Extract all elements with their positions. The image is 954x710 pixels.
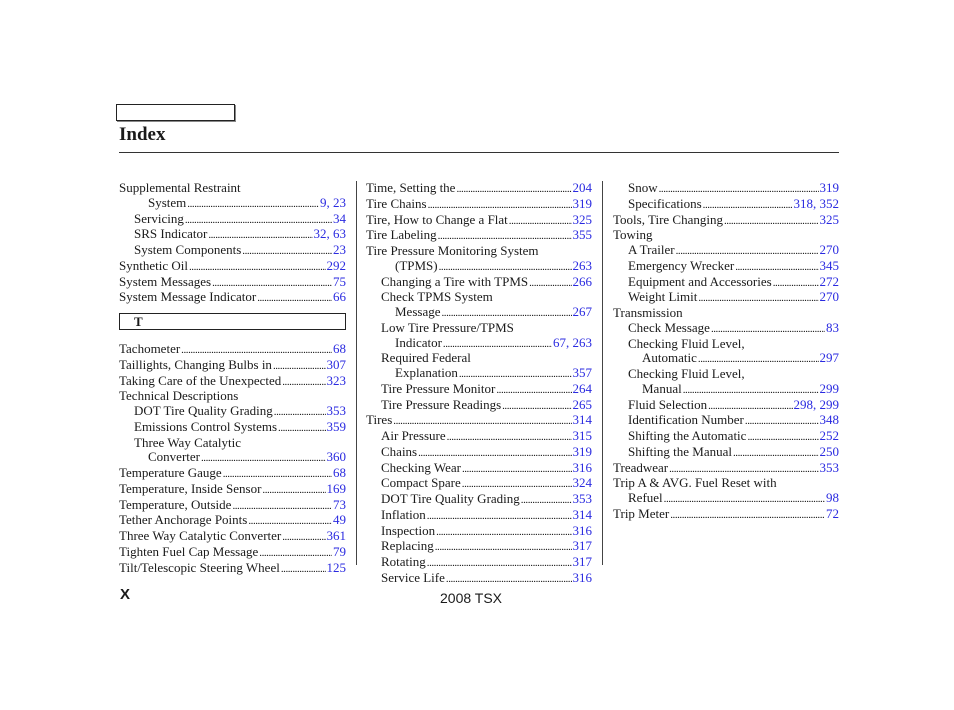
entry-label: Tire Chains <box>366 195 427 211</box>
footer-model: 2008 TSX <box>440 590 503 606</box>
leader-dots <box>446 572 572 587</box>
index-entry <box>119 545 346 561</box>
leader-dots <box>262 483 325 498</box>
page-reference-link[interactable]: 307 <box>326 356 346 372</box>
index-entry <box>366 571 592 587</box>
page-reference-link[interactable]: 169 <box>326 480 346 496</box>
entry-label: Replacing <box>381 538 434 554</box>
index-tab-box <box>116 104 235 121</box>
entry-label: Tire Pressure Monitor <box>381 380 496 396</box>
page-reference-link[interactable]: 348 <box>819 412 839 428</box>
page-reference-link[interactable]: 353 <box>326 403 346 418</box>
leader-dots <box>223 467 332 482</box>
index-entry <box>613 213 839 229</box>
page-reference-link[interactable]: 325 <box>572 211 592 227</box>
leader-dots <box>181 343 332 358</box>
index-entry <box>366 275 592 291</box>
index-entry <box>613 461 839 477</box>
index-column-2 <box>366 181 592 587</box>
index-entry <box>613 429 839 445</box>
index-entry <box>613 413 839 429</box>
leader-dots <box>502 399 571 414</box>
index-entry <box>366 181 592 197</box>
index-entry <box>119 290 346 306</box>
page-reference-link[interactable]: 355 <box>572 227 592 243</box>
leader-dots <box>676 244 819 259</box>
entry-label: Inflation <box>381 506 426 522</box>
index-heading: Three Way Catalytic <box>134 434 242 450</box>
index-heading: Towing <box>613 227 653 243</box>
entry-label: Inspection <box>381 522 436 538</box>
leader-dots <box>733 446 819 461</box>
entry-label: Indicator <box>395 334 442 350</box>
page-reference-link[interactable]: 361 <box>326 528 346 543</box>
page-reference-link[interactable]: 297 <box>819 350 839 366</box>
leader-dots <box>274 405 326 420</box>
index-entry <box>366 539 592 555</box>
entry-label: Taking Care of the Unexpected <box>119 372 282 388</box>
leader-dots <box>438 229 572 244</box>
index-entry <box>366 492 592 508</box>
index-entry <box>119 466 346 482</box>
page-reference-link[interactable]: 252 <box>819 428 839 443</box>
entry-label: Tilt/Telescopic Steering Wheel <box>119 559 280 575</box>
page-reference-link[interactable]: 318, 352 <box>793 195 839 211</box>
page-reference-link[interactable]: 34 <box>333 210 346 226</box>
index-entry <box>613 351 839 367</box>
leader-dots <box>509 214 572 229</box>
leader-dots <box>259 546 332 561</box>
entry-label: Three Way Catalytic Converter <box>119 528 282 543</box>
entry-label: Tire Labeling <box>366 227 437 243</box>
index-heading: Check TPMS System <box>381 289 493 305</box>
index-column-1 <box>119 181 346 576</box>
index-entry <box>613 445 839 461</box>
page-reference-link[interactable]: 250 <box>819 443 839 459</box>
index-entry <box>613 491 839 507</box>
index-entry <box>119 275 346 291</box>
index-entry <box>366 259 592 275</box>
leader-dots <box>708 399 792 414</box>
entry-label: System Messages <box>119 273 212 289</box>
entry-label: SRS Indicator <box>134 226 208 242</box>
leader-dots <box>212 276 332 291</box>
entry-label: Temperature, Inside Sensor <box>119 480 262 496</box>
page-reference-link[interactable]: 353 <box>572 491 592 506</box>
leader-dots <box>724 214 819 229</box>
page-reference-link[interactable]: 204 <box>572 180 592 195</box>
page-reference-link[interactable]: 299 <box>819 380 839 396</box>
leader-dots <box>669 462 818 477</box>
entry-label: Tire, How to Change a Flat <box>366 211 508 227</box>
entry-label: Shifting the Automatic <box>628 428 747 443</box>
entry-label: Rotating <box>381 554 426 569</box>
entry-label: Snow <box>628 180 658 195</box>
page-reference-link[interactable]: 316 <box>572 569 592 585</box>
leader-dots <box>670 508 825 523</box>
entry-label: Specifications <box>628 195 702 211</box>
entry-label: Tachometer <box>119 341 181 356</box>
entry-label: Taillights, Changing Bulbs in <box>119 356 272 372</box>
entry-label: Message <box>395 304 441 319</box>
index-entry <box>613 398 839 414</box>
index-entry <box>366 461 592 477</box>
entry-label: Synthetic Oil <box>119 257 188 273</box>
leader-dots <box>278 421 325 436</box>
entry-label: Treadwear <box>613 459 669 475</box>
entry-label: Air Pressure <box>381 428 446 443</box>
page-reference-link[interactable]: 68 <box>333 465 346 480</box>
page-reference-link[interactable]: 265 <box>572 396 592 412</box>
leader-dots <box>443 337 552 352</box>
leader-dots <box>208 228 312 243</box>
index-entry <box>119 404 346 420</box>
entry-label: Emissions Control Systems <box>134 418 278 434</box>
index-entry <box>366 305 592 321</box>
entry-label: Temperature Gauge <box>119 465 222 480</box>
index-entry <box>119 420 346 436</box>
index-heading: Checking Fluid Level, <box>628 366 745 381</box>
index-heading: Supplemental Restraint <box>119 180 241 195</box>
entry-label: DOT Tire Quality Grading <box>134 403 273 418</box>
leader-dots <box>232 499 332 514</box>
entry-label: Shifting the Manual <box>628 443 732 459</box>
page-reference-link[interactable]: 9, 23 <box>320 194 346 210</box>
leader-dots <box>273 359 326 374</box>
entry-label: Check Message <box>628 319 710 335</box>
page-reference-link[interactable]: 319 <box>572 443 592 459</box>
page-reference-link[interactable]: 323 <box>326 372 346 388</box>
leader-dots <box>257 291 332 306</box>
page-reference-link[interactable]: 319 <box>819 180 839 195</box>
index-entry <box>366 508 592 524</box>
page-reference-link[interactable]: 66 <box>333 289 346 305</box>
column-divider-2 <box>602 181 603 565</box>
entry-label: Tether Anchorage Points <box>119 512 248 528</box>
page-reference-link[interactable]: 314 <box>572 506 592 522</box>
index-entry <box>366 429 592 445</box>
leader-dots <box>242 244 332 259</box>
leader-dots <box>773 276 819 291</box>
entry-label: Weight Limit <box>628 289 698 305</box>
leader-dots <box>447 430 572 445</box>
page-reference-link[interactable]: 360 <box>326 449 346 465</box>
index-entry <box>119 513 346 529</box>
title-rule <box>119 152 839 153</box>
page-reference-link[interactable]: 292 <box>326 257 346 273</box>
leader-dots <box>282 375 325 390</box>
leader-dots <box>436 525 571 540</box>
page-reference-link[interactable]: 267 <box>572 304 592 319</box>
page-reference-link[interactable]: 72 <box>826 505 839 521</box>
index-entry <box>613 275 839 291</box>
page-reference-link[interactable]: 316 <box>572 522 592 538</box>
page-reference-link[interactable]: 324 <box>572 475 592 491</box>
index-entry <box>366 197 592 213</box>
page-reference-link[interactable]: 353 <box>819 459 839 475</box>
index-entry <box>119 561 346 577</box>
leader-dots <box>664 492 825 507</box>
page-reference-link[interactable]: 270 <box>819 289 839 305</box>
page-reference-link[interactable]: 359 <box>326 418 346 434</box>
leader-dots <box>521 493 572 508</box>
index-entry <box>613 259 839 275</box>
index-entry <box>613 382 839 398</box>
entry-label: Refuel <box>628 490 663 505</box>
page-reference-link[interactable]: 266 <box>572 273 592 289</box>
leader-dots <box>529 276 571 291</box>
page-title: Index <box>119 124 166 145</box>
leader-dots <box>496 383 571 398</box>
entry-label: Manual <box>642 380 682 396</box>
section-letter-box: T <box>119 313 346 330</box>
index-entry <box>366 398 592 414</box>
entry-label: Changing a Tire with TPMS <box>381 273 529 289</box>
index-entry <box>613 321 839 337</box>
index-heading: Low Tire Pressure/TPMS <box>381 319 514 335</box>
index-entry <box>366 445 592 461</box>
leader-dots <box>459 367 572 382</box>
leader-dots <box>201 451 326 466</box>
index-heading: Tire Pressure Monitoring System <box>366 243 539 258</box>
leader-dots <box>439 260 572 275</box>
index-entry <box>366 413 592 429</box>
entry-label: DOT Tire Quality Grading <box>381 491 520 506</box>
leader-dots <box>435 540 572 555</box>
page-reference-link[interactable]: 32, 63 <box>313 226 346 242</box>
leader-dots <box>442 306 572 321</box>
index-entry <box>366 336 592 352</box>
column-divider-1 <box>356 181 357 565</box>
entry-label: Identification Number <box>628 412 744 428</box>
entry-label: System Components <box>134 242 242 257</box>
leader-dots <box>747 430 818 445</box>
entry-label: Chains <box>381 443 418 459</box>
page-reference-link[interactable]: 125 <box>326 559 346 575</box>
entry-label: Tires <box>366 412 393 428</box>
entry-label: Tighten Fuel Cap Message <box>119 543 259 559</box>
page-reference-link[interactable]: 272 <box>819 273 839 289</box>
leader-dots <box>187 197 319 212</box>
page-reference-link[interactable]: 315 <box>572 428 592 443</box>
index-heading: Required Federal <box>381 350 471 366</box>
index-entry <box>366 476 592 492</box>
index-entry <box>366 524 592 540</box>
leader-dots <box>428 198 572 213</box>
index-entry <box>119 212 346 228</box>
leader-dots <box>745 414 819 429</box>
page-reference-link[interactable]: 79 <box>333 543 346 559</box>
index-entry <box>119 450 346 466</box>
leader-dots <box>683 383 819 398</box>
entry-label: System <box>148 194 187 210</box>
entry-label: Fluid Selection <box>628 396 708 412</box>
leader-dots <box>427 509 572 524</box>
page-reference-link[interactable]: 263 <box>572 257 592 273</box>
leader-dots <box>735 260 818 275</box>
entry-label: (TPMS) <box>395 257 438 273</box>
entry-label: Compact Spare <box>381 475 461 491</box>
index-entry <box>119 227 346 243</box>
index-entry <box>613 181 839 197</box>
page-reference-link[interactable]: 317 <box>572 554 592 569</box>
page-reference-link[interactable]: 314 <box>572 412 592 428</box>
index-entry <box>366 555 592 571</box>
index-entry <box>366 366 592 382</box>
page-reference-link[interactable]: 49 <box>333 512 346 528</box>
page-reference-link[interactable]: 317 <box>572 538 592 554</box>
index-entry <box>119 482 346 498</box>
index-entry <box>366 213 592 229</box>
page-reference-link[interactable]: 67, 263 <box>553 334 592 350</box>
index-entry <box>119 196 346 212</box>
entry-label: System Message Indicator <box>119 289 257 305</box>
index-entry <box>613 197 839 213</box>
entry-label: Equipment and Accessories <box>628 273 772 289</box>
page-reference-link[interactable]: 345 <box>819 257 839 273</box>
entry-label: Emergency Wrecker <box>628 257 735 273</box>
page-reference-link[interactable]: 98 <box>826 490 839 505</box>
entry-label: Checking Wear <box>381 459 461 475</box>
index-heading: Technical Descriptions <box>119 388 239 404</box>
index-heading: Transmission <box>613 305 683 320</box>
index-entry <box>119 529 346 545</box>
page-reference-link[interactable]: 83 <box>826 319 839 335</box>
leader-dots <box>659 182 819 197</box>
leader-dots <box>282 530 325 545</box>
index-entry <box>613 507 839 523</box>
entry-label: Time, Setting the <box>366 180 456 195</box>
index-entry <box>119 259 346 275</box>
index-entry <box>119 358 346 374</box>
leader-dots <box>185 213 332 228</box>
entry-label: Trip Meter <box>613 505 670 521</box>
index-heading: Trip A & AVG. Fuel Reset with <box>613 475 777 491</box>
page-reference-link[interactable]: 357 <box>572 365 592 380</box>
page-reference-link[interactable]: 319 <box>572 195 592 211</box>
leader-dots <box>711 322 825 337</box>
leader-dots <box>456 182 571 197</box>
index-column-3 <box>613 181 839 523</box>
leader-dots <box>281 562 326 577</box>
leader-dots <box>248 514 332 529</box>
entry-label: Service Life <box>381 569 445 585</box>
index-entry <box>119 243 346 259</box>
index-entry <box>119 342 346 358</box>
leader-dots <box>189 260 326 275</box>
entry-label: Tools, Tire Changing <box>613 211 723 227</box>
page-reference-link[interactable]: 75 <box>333 273 346 289</box>
entry-label: Converter <box>148 449 200 465</box>
index-entry <box>366 228 592 244</box>
page-reference-link[interactable]: 298, 299 <box>793 396 839 412</box>
page-reference-link[interactable]: 68 <box>333 341 346 356</box>
leader-dots <box>462 477 572 492</box>
leader-dots <box>427 556 572 571</box>
index-entry <box>613 290 839 306</box>
entry-label: Temperature, Outside <box>119 496 232 512</box>
entry-label: Servicing <box>134 210 184 226</box>
leader-dots <box>698 352 819 367</box>
entry-label: Tire Pressure Readings <box>381 396 502 412</box>
page-reference-link[interactable]: 23 <box>333 242 346 257</box>
leader-dots <box>703 198 793 213</box>
index-heading: Checking Fluid Level, <box>628 335 745 351</box>
leader-dots <box>393 414 571 429</box>
page-reference-link[interactable]: 325 <box>819 211 839 227</box>
index-entry <box>119 374 346 390</box>
entry-label: Explanation <box>395 365 458 380</box>
index-entry <box>119 498 346 514</box>
page-reference-link[interactable]: 270 <box>819 242 839 257</box>
page-reference-link[interactable]: 264 <box>572 380 592 396</box>
leader-dots <box>462 462 572 477</box>
entry-label: A Trailer <box>628 242 675 257</box>
entry-label: Automatic <box>642 350 697 366</box>
index-entry <box>613 243 839 259</box>
leader-dots <box>418 446 571 461</box>
page-number-marker: X <box>120 586 131 603</box>
index-entry <box>366 382 592 398</box>
page-reference-link[interactable]: 316 <box>572 459 592 475</box>
leader-dots <box>698 291 818 306</box>
page-reference-link[interactable]: 73 <box>333 496 346 512</box>
